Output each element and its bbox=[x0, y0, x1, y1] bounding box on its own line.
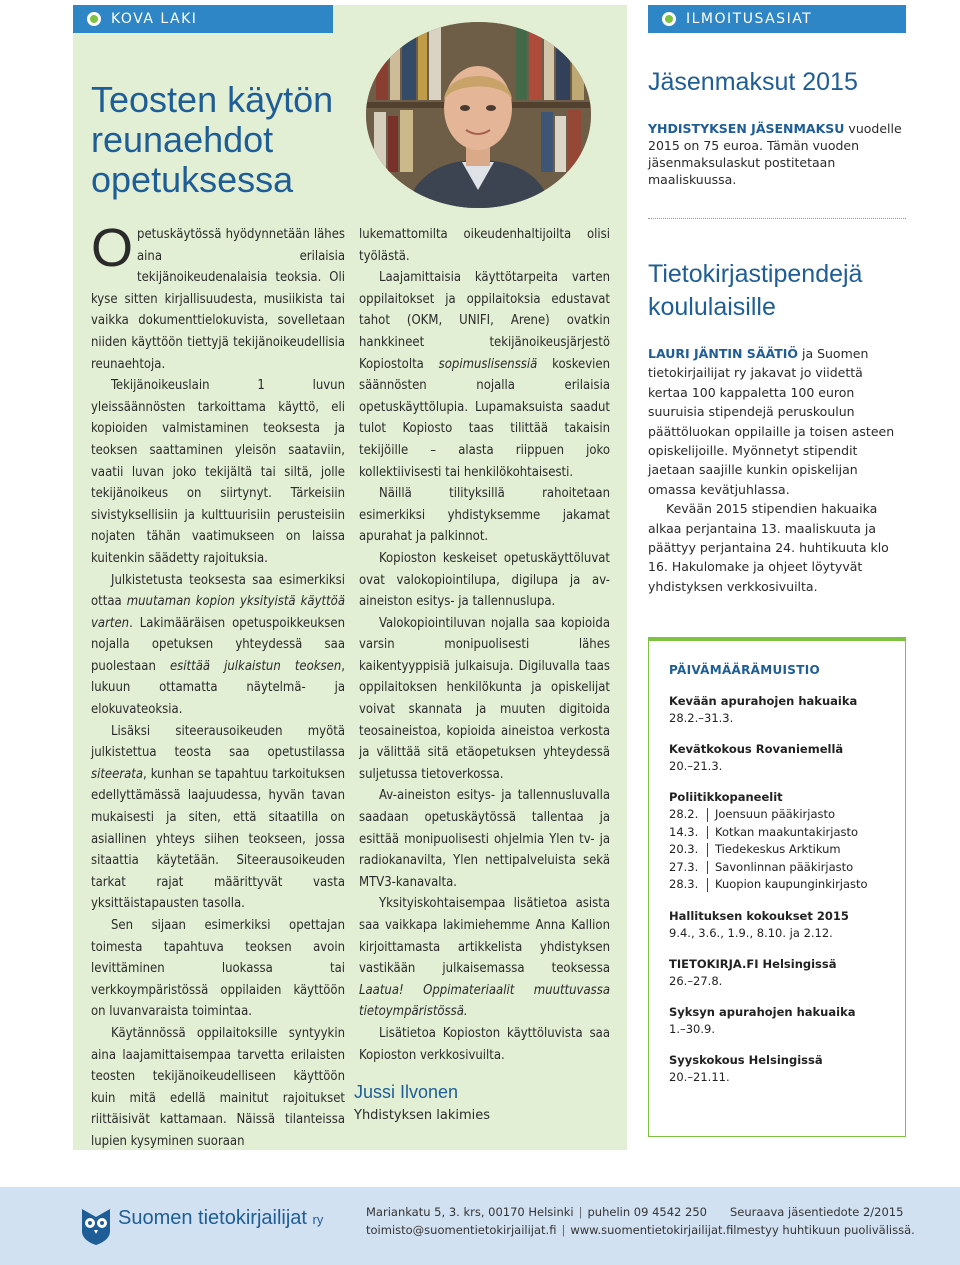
footer-contact: Mariankatu 5, 3. krs, 00170 Helsinki | puhelin 09 4542 250 toimisto@suomentietokirjailijat.fi | www.suomentietokirjailijat.fi bbox=[366, 1205, 734, 1237]
drop-cap: O bbox=[91, 218, 134, 278]
paragraph: Kopioston keskeiset opetuskäyttöluvat ovat valokopiointilupa, digilupa ja av-aineiston esitys- ja tallennuslupa. bbox=[359, 550, 610, 610]
article-title: Teosten käytön reunaehdot opetuksessa bbox=[91, 79, 334, 200]
paragraph: Kevään 2015 stipendien hakuaika alkaa perjantaina 13. maaliskuuta ja päättyy perjantaina 24. huhtikuuta klo 16. Hakulomake ja ohjeet löytyvät yhdistyksen verkkosivuilta. bbox=[648, 501, 889, 594]
section-label: KOVA LAKI bbox=[111, 11, 198, 27]
footer-web-link[interactable]: www.suomentietokirjailijat.fi bbox=[570, 1223, 734, 1237]
section-bar-kova-laki bbox=[73, 5, 333, 33]
panel-row: 14.3. Kotkan maakuntakirjasto bbox=[669, 824, 859, 839]
author-name: Jussi Ilvonen bbox=[354, 1082, 459, 1102]
article-column-2 bbox=[359, 224, 610, 1066]
event-item: Kevätkokous Rovaniemellä 20.–21.3. bbox=[669, 742, 844, 773]
paragraph: Lisätietoa Kopioston käyttöluvista saa Kopioston verkkosivuilta. bbox=[359, 1025, 610, 1063]
paragraph: Lisäksi siteerausoikeuden myötä julkistettua teosta saa opetustilassa siteerata, kunhan se tapahtuu tarkoituksen edellyttämässä laajuudessa, hyvän tavan mukaisesti ja siten, että sitaatilla on asiallinen yhteys siihen teokseen, jossa sitaattia käytetään. Siteerausoikeuden tarkat rajat määrittyvät vasta yksittäistapausten tasolla. bbox=[91, 723, 345, 912]
section-bar-ilmoitusasiat bbox=[648, 5, 906, 33]
panel-row: 28.2. Joensuun pääkirjasto bbox=[669, 807, 836, 821]
paragraph: Sen sijaan esimerkiksi opettajan toimesta tapahtuva teoksen avoin levittäminen luokassa tai verkkoympäristössä oppilaiden käyttöön on luvanvaraista toimintaa. bbox=[91, 918, 345, 1020]
event-item: TIETOKIRJA.FI Helsingissä 26.–27.8. bbox=[669, 956, 837, 988]
event-item-panels: Poliitikkopaneelit 28.2. Joensuun pääkirjasto 14.3. Kotkan maakuntakirjasto 20.3. Tiedekeskus Arktikum 27.3. Savonlinnan pääkirjasto 28.3. Kuopion kaupunginkirjasto bbox=[669, 789, 905, 894]
paragraph: lukemattomilta oikeudenhaltijoilta olisi työlästä. bbox=[359, 227, 610, 264]
event-item: Syksyn apurahojen hakuaika 1.–30.9. bbox=[669, 1004, 856, 1036]
paragraph: Valokopiointiluvan nojalla saa kopioida varsin monipuolisesti lähes kaikentyyppisiä julkaisuja. Digiluvalla taas oppilaitoksen henkilökunta ja opiskelijat voivat skannata ja muuten digitoida teosaineistoa, kopioida aineistoa verkosta ja välittää sitä etäopetuksen yhteydessä suljetussa tietoverkossa. bbox=[359, 615, 610, 782]
scholarship-text bbox=[648, 344, 906, 596]
owl-logo-icon bbox=[80, 1205, 112, 1249]
event-item: Hallituksen kokoukset 2015 9.4., 3.6., 1.9., 8.10. ja 2.12. bbox=[669, 908, 849, 940]
article-column-1 bbox=[91, 218, 345, 1153]
date-memo-heading: PÄIVÄMÄÄRÄMUISTIO bbox=[669, 663, 820, 677]
bullet-icon bbox=[662, 12, 676, 26]
paragraph: Av-aineiston esitys- ja tallennusluvalla saadaan opetuskäytössä tallentaa ja esittää monipuolisesti ohjelmia Ylen tv- ja radiokanavilta, Ylen nettipalveluista sekä MTV3-kanavalta. bbox=[359, 788, 610, 890]
date-memo-box bbox=[648, 637, 906, 1137]
paragraph: Julkistetusta teoksesta saa esimerkiksi ottaa muutaman kopion yksityistä käyttöä varten. Lakimääräisen opetuspoikkeuksen nojalla opetuksen yhteydessä saa puolestaan esittää julkaistun teoksen, lukuun ottamatta näytelmä- ja elokuvateoksia. bbox=[91, 572, 345, 718]
paragraph: Laajamittaisia käyttötarpeita varten oppilaitokset ja oppilaitoksia edustavat tahot (OKM, UNIFI, Arene) ovatkin hankkineet tekijänoikeusjärjestö Kopiostolta sopimuslisenssiä koskevien säännösten nojalla erilaisia opetuskäyttölupia. Lupamaksuista saadut tulot Kopiosto taas tilittää takaisin tekijöille – alasta riippuen joko kollektiivisesti tai henkilökohtaisesti. bbox=[359, 270, 610, 480]
paragraph: Tekijänoikeuslain 1 luvun yleissäännösten tarkoittama käyttö, eli kopioiden valmistaminen teoksesta ja teoksen saattaminen yleisön saataviin, vaatii luvan joko tekijältä tai siltä, jolle tekijänoikeus on siirtynyt. Tärkeisiin sivistyksellisiin ja kulttuurisiin perusteisiin nojaten tähän vaatimukseen on laissa kuitenkin säädetty rajoituksia. bbox=[91, 378, 345, 566]
event-item: Kevään apurahojen hakuaika 28.2.–31.3. bbox=[669, 694, 858, 725]
bullet-icon bbox=[87, 12, 101, 26]
footer-next-issue: Seuraava jäsentiedote 2/2015 ilmestyy huhtikuun puolivälissä. bbox=[730, 1205, 915, 1237]
footer-address: Mariankatu 5, 3. krs, 00170 Helsinki bbox=[366, 1205, 574, 1219]
panel-row: 28.3. Kuopion kaupunginkirjasto bbox=[669, 877, 868, 892]
membership-fee-title: Jäsenmaksut 2015 bbox=[648, 68, 858, 96]
section-label: ILMOITUSASIAT bbox=[686, 11, 813, 27]
footer-phone: puhelin 09 4542 250 bbox=[587, 1205, 707, 1219]
paragraph: Yksityiskohtaisempaa lisätietoa asista saa vaikkapa lakimiehemme Anna Kallion kirjoittamasta artikkelista yhdistyksen vastikään julkaisemassa teoksessa Laatua! Oppimateriaalit muuttuvassa tietoympäristössä. bbox=[359, 896, 610, 1020]
author-role: Yhdistyksen lakimies bbox=[354, 1108, 491, 1123]
divider bbox=[648, 218, 906, 219]
paragraph: Näillä tilityksillä rahoitetaan esimerkiksi yhdistyksemme jakamat apurahat ja palkinnot. bbox=[359, 486, 610, 545]
paragraph: Käytännössä oppilaitoksille syntyykin aina laajamittaisempaa tarvetta erilaisten teosten tekijänoikeudelliseen käyttöön kuin mitä edellä mainitut rajoitukset riittäisivät kattamaan. Näissä tilanteissa lupien kysyminen suoraan bbox=[91, 1025, 345, 1149]
footer-email-link[interactable]: toimisto@suomentietokirjailijat.fi bbox=[366, 1223, 557, 1237]
paragraph: LAURI JÄNTIN SÄÄTIÖ ja Suomen tietokirjailijat ry jakavat jo viidettä kertaa 100 kappaletta 100 euron suuruisia stipendejä peruskoulun päättöluokan oppilaille ja toisen asteen opiskelijoille. Myönnetyt stipendit jaetaan saajille kunkin opiskelijan omassa kevätjuhlassa. bbox=[648, 346, 895, 497]
paragraph: Opetuskäytössä hyödynnetään lähes aina erilaisia tekijänoikeudenalaisia teoksia. Oli kyse sitten kirjallisuudesta, musiikista tai vaikka dokumenttielokuvista, sovelletaan niiden käyttöön tiettyjä tekijänoikeudellisia reunaehtoja. bbox=[91, 218, 345, 372]
panel-row: 20.3. Tiedekeskus Arktikum bbox=[669, 842, 841, 857]
membership-fee-text: YHDISTYKSEN JÄSENMAKSU vuodelle 2015 on 75 euroa. Tämän vuoden jäsenmaksulaskut postitetaan maaliskuussa. bbox=[648, 121, 902, 187]
footer-logo-text: Suomen tietokirjailijat ry bbox=[118, 1207, 324, 1229]
panel-row: 27.3. Savonlinnan pääkirjasto bbox=[669, 859, 854, 874]
event-item: Syyskokous Helsingissä 20.–21.11. bbox=[669, 1052, 823, 1084]
author-photo bbox=[366, 22, 591, 208]
scholarship-title: Tietokirjastipendejä koululaisille bbox=[648, 260, 863, 321]
